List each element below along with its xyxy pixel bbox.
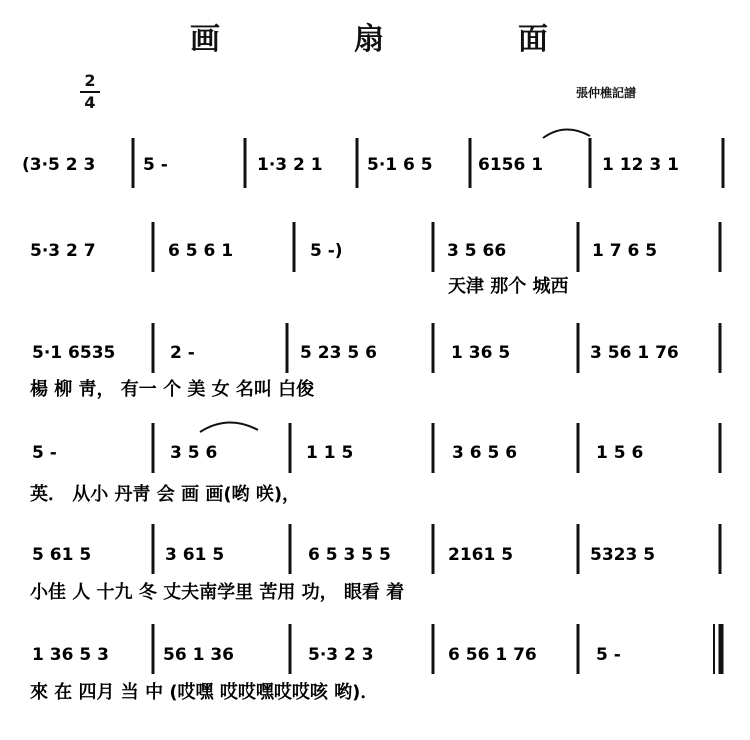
slur-mark bbox=[543, 129, 590, 138]
measure: 1·3 2 1 bbox=[257, 155, 323, 175]
measure-line-5 bbox=[32, 545, 655, 565]
time-signature-top: 2 bbox=[84, 71, 96, 90]
measure: 3 56 1 76 bbox=[590, 343, 679, 363]
measure: 6 5 6 1 bbox=[168, 241, 234, 261]
measure: 3 5 66 bbox=[447, 241, 507, 261]
lyrics-line: 來 在 四月 当 中 (哎嘿 哎哎嘿哎哎咳 哟)． bbox=[30, 682, 379, 703]
measure: 5·3 2 7 bbox=[30, 241, 96, 261]
measure: 6 5 3 5 5 bbox=[308, 545, 391, 565]
measure: 3 5 6 bbox=[170, 443, 218, 463]
measure-line-4 bbox=[32, 443, 643, 463]
measure: 1 7 6 5 bbox=[592, 241, 658, 261]
measure-line-6 bbox=[32, 645, 621, 665]
measure: 5 23 5 6 bbox=[300, 343, 377, 363]
measure: 5 - bbox=[596, 645, 621, 665]
measure: 3 6 5 6 bbox=[452, 443, 518, 463]
measure: 1 1 5 bbox=[306, 443, 354, 463]
lyrics-line: 英． 从小 丹靑 会 画 画(哟 咲)， bbox=[30, 484, 301, 505]
measure: 5·3 2 3 bbox=[308, 645, 374, 665]
measure: 1 12 3 1 bbox=[602, 155, 679, 175]
measure: 6 56 1 76 bbox=[448, 645, 537, 665]
time-signature-bottom: 4 bbox=[84, 93, 96, 112]
measure: 1 36 5 bbox=[451, 343, 511, 363]
lyrics-line: 小佳 人 十九 冬 丈夫南学里 苦用 功， 眼看 着 bbox=[30, 582, 405, 603]
measure: 3 61 5 bbox=[165, 545, 225, 565]
transcriber-credit: 張仲樵記譜 bbox=[576, 86, 637, 100]
measure: 5 61 5 bbox=[32, 545, 92, 565]
measure: 6156 1 bbox=[478, 155, 544, 175]
measure: 1 5 6 bbox=[596, 443, 644, 463]
measure: 5 - bbox=[143, 155, 168, 175]
measure: 2 - bbox=[170, 343, 195, 363]
measure: 5·1 6535 bbox=[32, 343, 116, 363]
final-barline bbox=[714, 624, 721, 674]
measure: 5323 5 bbox=[590, 545, 656, 565]
measure-line-1 bbox=[22, 155, 679, 175]
measure: 5·1 6 5 bbox=[367, 155, 433, 175]
lyrics-line: 楊 柳 靑， 有一 个 美 女 名叫 白俊 bbox=[30, 379, 315, 400]
measure: 1 36 5 3 bbox=[32, 645, 109, 665]
lyrics-line: 天津 那个 城西 bbox=[448, 276, 569, 297]
song-title: 画 扇 面 bbox=[190, 22, 600, 57]
measure: (3·5 2 3 bbox=[22, 155, 96, 175]
measure: 5 -) bbox=[310, 241, 343, 261]
measure: 56 1 36 bbox=[163, 645, 234, 665]
measure-line-2 bbox=[30, 241, 657, 261]
measure: 5 - bbox=[32, 443, 57, 463]
slur-mark bbox=[200, 422, 258, 432]
measure-line-3 bbox=[32, 343, 679, 363]
measure: 2161 5 bbox=[448, 545, 514, 565]
